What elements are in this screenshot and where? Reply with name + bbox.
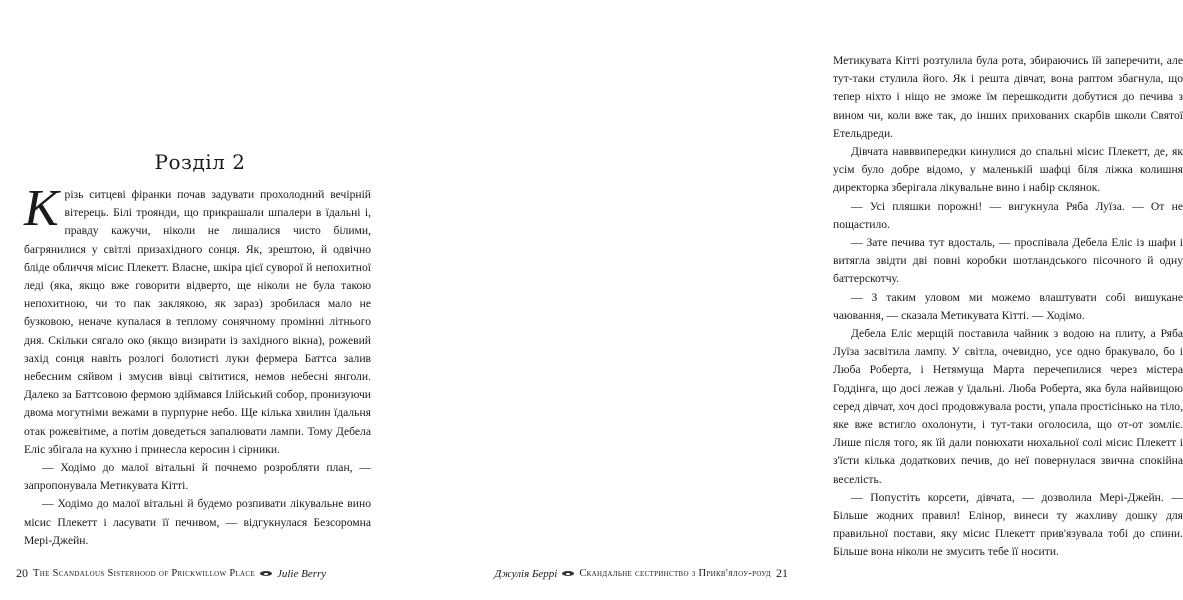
- paragraph: Дівчата навввипередки кинулися до спальні місис Плекетт, де, як усім було добре відомо, у маленькій шафці біля ліжка колишня директорка зберігала лікувальне вино і набір склянок.: [833, 145, 1183, 195]
- page-number: 20: [16, 566, 28, 580]
- ornament-icon: [260, 570, 272, 577]
- right-text-block: [833, 52, 1183, 562]
- drop-cap: К: [24, 180, 59, 237]
- author-name: Julie Berry: [276, 567, 327, 580]
- author-name: Джулія Беррі: [494, 567, 558, 580]
- right-page: [400, 0, 1183, 600]
- left-footer: [16, 566, 326, 581]
- paragraph: — Ходімо до малої вітальні й почнемо розробляти план, — запропонувала Метикувата Кітті.: [24, 461, 371, 493]
- right-footer: [494, 566, 788, 581]
- paragraph: — Зате печива тут вдосталь, — проспівала Дебела Еліс із шафи і витягла звідти дві повні коробки шотландського пісочного й одну баттерскотчу.: [833, 236, 1183, 286]
- left-page: [0, 0, 400, 600]
- paragraph: — Ходімо до малої вітальні й будемо розпивати лікувальне вино місис Плекетт і ласувати її печивом, — відгукнулася Безсоромна Мері-Джейн.: [24, 497, 371, 547]
- paragraph: — Попустіть корсети, дівчата, — дозволила Мері-Джейн. — Більше жодних правил! Елінор, винеси ту жахливу дошку для правильної постави, яку місис Плекетт прив'язувала тобі до спини. Більше вона ніколи не змусить тебе її носити.: [833, 490, 1183, 559]
- left-text-block: [24, 180, 371, 550]
- series-title: Скандальне сестринство з Прикв'ялоу-роуд: [579, 568, 771, 579]
- paragraph: Метикувата Кітті розтулила була рота, збираючись їй заперечити, але тут-таки стулила його. Як і решта дівчат, вона раптом збагнула, що тепер ніхто і ніщо не зможе їм перешкодити добутися до печива з вином чи, коли вже так, до інших прихованих скарбів школи Святої Етельдреди.: [833, 54, 1183, 140]
- ornament-icon: [562, 570, 574, 577]
- paragraph: — Усі пляшки порожні! — вигукнула Ряба Луїза. — От не пощастило.: [833, 199, 1183, 231]
- series-title: The Scandalous Sisterhood of Prickwillow Place: [33, 568, 255, 579]
- paragraph: — З таким уловом ми можемо влаштувати собі вишукане чаювання, — сказала Метикувата Кітті. — Ходімо.: [833, 290, 1183, 322]
- page-number: 21: [776, 566, 788, 580]
- paragraph: Дебела Еліс мерщій поставила чайник з водою на плиту, а Ряба Луїза засвітила лампу. У світла, очевидно, усе одно бракувало, бо і Люба Роберта, і Нетямуща Марта перечепилися через містера Годдінга, що досі лежав у їдальні. Люба Роберта, яка була найвищою серед дівчат, хоч досі продовжувала рости, упала простісінько на тіло, яке вже встигло охолонути, і тут-таки оголосила, що от-от зомліє. Лише після того, як їй дали понюхати нюхальної солі місис Плекетт і з'їсти кілька додаткових печив, до неї повернулася звична спокійна веселість.: [833, 327, 1183, 486]
- paragraph: Крізь ситцеві фіранки почав задувати прохолодний вечірній вітерець. Білі троянди, що прикрашали шпалери в їдальні і, правду кажучи, ніколи не лишалися чисто білими, багрянилися у світлі призахідного сонця. Як, зрештою, й одвічно бліде обличчя місис Плекетт. Власне, шкіра цієї суворої й непохитної леді (яка, якщо вже говорити відверто, ще ніколи не була такою непохитною, чи то пак заклякою, як зараз) зробилася мало не бузковою, неначе купалася в теплому сонячному промінні літнього дня. Скільки сягало око (якщо визирати із західного вікна), рожевий захід сонця навіть розлогі болотисті луки фермера Баттса залив небесним сяйвом і змусив вівці світитися, немов небесні янголи. Далеко за Баттсовою фермою здіймався Ілійський собор, пронизуючи двома могутніми вежами в пурпурне небо. Ще кілька хвилин їдальня отак рожевітиме, а потім доведеться запалювати лампи. Тому Дебела Еліс збігала на кухню і принесла керосин і сірники.: [24, 180, 371, 456]
- chapter-title: Розділ 2: [154, 150, 246, 174]
